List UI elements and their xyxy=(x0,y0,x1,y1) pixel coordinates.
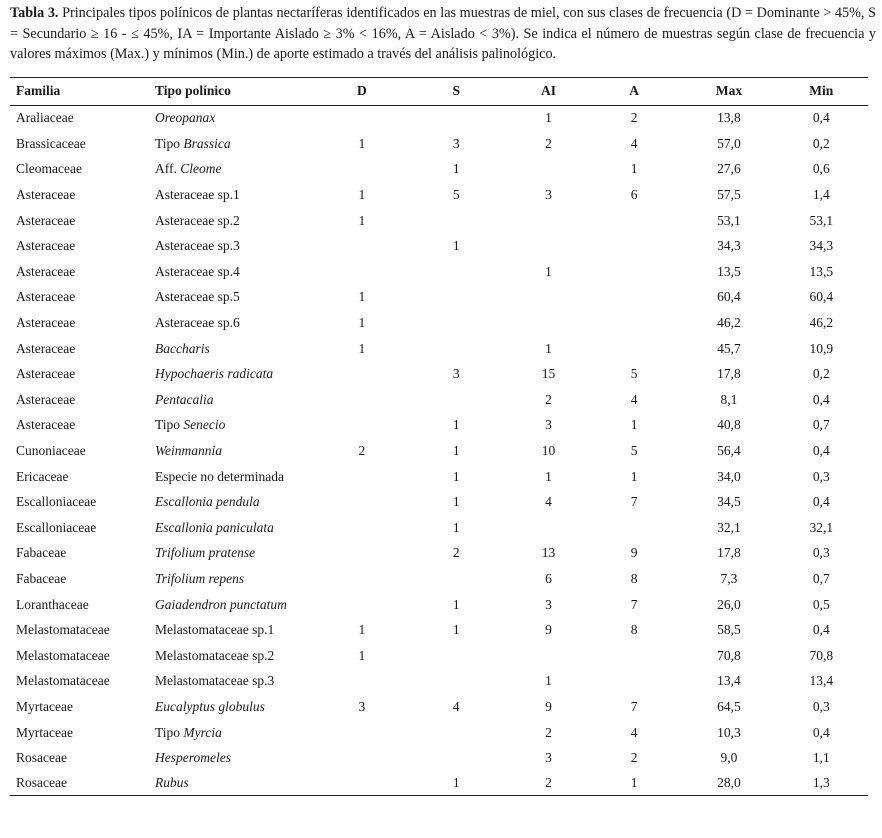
tipo-name: Hesperomeles xyxy=(155,750,231,766)
cell-min: 34,3 xyxy=(809,238,834,254)
cell-d xyxy=(323,592,400,618)
tipo-name: Asteraceae sp.4 xyxy=(155,263,240,279)
cell-a: 4 xyxy=(630,135,638,151)
cell-familia: Araliaceae xyxy=(16,110,74,126)
cell-d xyxy=(323,361,400,387)
cell-tipo xyxy=(155,413,323,439)
cell-min: 0,7 xyxy=(812,417,830,433)
table-caption xyxy=(10,3,876,65)
cell-max: 13,8 xyxy=(717,110,741,126)
cell-a xyxy=(585,669,683,695)
tipo-prefix: Tipo xyxy=(155,135,184,151)
cell-a xyxy=(585,233,683,259)
table-row xyxy=(10,285,868,311)
cell-min: 0,4 xyxy=(812,110,830,126)
cell-min: 0,4 xyxy=(812,622,830,638)
cell-familia: Asteraceae xyxy=(16,187,76,203)
tipo-name: Oreopanax xyxy=(155,110,216,126)
cell-ai xyxy=(512,643,585,669)
cell-a: 6 xyxy=(630,187,638,203)
cell-ai xyxy=(512,285,585,311)
cell-d: 2 xyxy=(358,443,366,459)
cell-familia: Asteraceae xyxy=(16,238,76,254)
cell-s: 5 xyxy=(452,187,460,203)
cell-tipo xyxy=(155,771,323,796)
cell-max: 17,8 xyxy=(717,545,741,561)
cell-tipo xyxy=(155,157,323,183)
cell-s xyxy=(400,643,512,669)
tipo-name: Myrcia xyxy=(183,724,222,740)
cell-a: 1 xyxy=(630,417,638,433)
table-row xyxy=(10,182,868,208)
cell-d: 1 xyxy=(358,647,366,663)
cell-tipo xyxy=(155,541,323,567)
cell-s: 1 xyxy=(452,238,460,254)
cell-familia: Loranthaceae xyxy=(16,596,89,612)
cell-max: 27,6 xyxy=(717,161,741,177)
cell-ai: 1 xyxy=(545,340,552,356)
tipo-name: Trifolium repens xyxy=(155,570,245,586)
tipo-name: Brassica xyxy=(183,135,231,151)
cell-a xyxy=(585,208,683,234)
cell-tipo xyxy=(155,566,323,592)
tipo-name: Asteraceae sp.1 xyxy=(155,187,240,203)
cell-d xyxy=(323,464,400,490)
table-row xyxy=(10,464,868,490)
cell-min: 1,4 xyxy=(812,187,830,203)
cell-d xyxy=(323,259,400,285)
cell-ai xyxy=(512,208,585,234)
cell-tipo xyxy=(155,464,323,490)
cell-s xyxy=(400,387,512,413)
cell-tipo xyxy=(155,617,323,643)
cell-min: 0,4 xyxy=(812,443,830,459)
tipo-name: Cleome xyxy=(180,161,222,177)
cell-min: 10,9 xyxy=(809,340,834,356)
cell-s xyxy=(400,208,512,234)
cell-familia: Asteraceae xyxy=(16,263,76,279)
cell-d: 1 xyxy=(358,622,366,638)
document-page xyxy=(10,0,876,796)
cell-min: 1,3 xyxy=(775,771,868,796)
cell-s xyxy=(400,336,512,362)
cell-ai: 3 xyxy=(545,187,552,203)
cell-max: 32,1 xyxy=(717,519,741,535)
cell-familia: Rosaceae xyxy=(10,771,155,796)
table-row xyxy=(10,669,868,695)
tipo-name: Gaiadendron punctatum xyxy=(155,596,287,612)
table-row xyxy=(10,694,868,720)
cell-a xyxy=(585,643,683,669)
table-row xyxy=(10,617,868,643)
cell-familia: Fabaceae xyxy=(16,570,67,586)
table-row xyxy=(10,208,868,234)
header-a: A xyxy=(585,77,683,105)
tipo-name: Escallonia pendula xyxy=(155,494,260,510)
cell-familia: Myrtaceae xyxy=(16,724,73,740)
table-row xyxy=(10,720,868,746)
cell-familia: Fabaceae xyxy=(16,545,67,561)
cell-tipo xyxy=(155,720,323,746)
table-row xyxy=(10,157,868,183)
cell-tipo xyxy=(155,387,323,413)
cell-ai: 13 xyxy=(541,545,556,561)
caption-label: Tabla 3. xyxy=(10,5,59,21)
cell-a: 5 xyxy=(630,443,638,459)
header-max: Max xyxy=(683,77,774,105)
cell-s xyxy=(400,259,512,285)
cell-max: 17,8 xyxy=(717,366,741,382)
tipo-name: Asteraceae sp.5 xyxy=(155,289,240,305)
cell-familia: Melastomataceae xyxy=(16,647,110,663)
table-row xyxy=(10,643,868,669)
cell-min: 0,3 xyxy=(812,468,830,484)
table-row xyxy=(10,361,868,387)
tipo-prefix: Aff. xyxy=(155,161,181,177)
cell-ai xyxy=(512,233,585,259)
tipo-name: Asteraceae sp.3 xyxy=(155,238,240,254)
tipo-name: Melastomataceae sp.1 xyxy=(155,622,275,638)
cell-ai: 2 xyxy=(545,391,552,407)
cell-min: 0,4 xyxy=(812,494,830,510)
cell-max: 46,2 xyxy=(717,315,741,331)
table-row xyxy=(10,745,868,771)
cell-min: 0,6 xyxy=(812,161,830,177)
cell-ai xyxy=(512,157,585,183)
cell-ai: 4 xyxy=(545,494,552,510)
cell-ai: 15 xyxy=(541,366,556,382)
pollen-table xyxy=(10,77,868,796)
cell-a: 4 xyxy=(630,391,638,407)
cell-d: 1 xyxy=(358,340,366,356)
tipo-name: Pentacalia xyxy=(155,391,214,407)
cell-a xyxy=(585,259,683,285)
cell-s: 1 xyxy=(452,443,460,459)
cell-min: 13,4 xyxy=(809,673,834,689)
cell-ai: 1 xyxy=(545,673,552,689)
table-row xyxy=(10,541,868,567)
cell-ai: 10 xyxy=(541,443,556,459)
cell-a: 1 xyxy=(630,161,638,177)
cell-s: 1 xyxy=(452,596,460,612)
cell-max: 28,0 xyxy=(683,771,774,796)
tipo-name: Rubus xyxy=(155,774,189,790)
cell-max: 64,5 xyxy=(717,698,741,714)
cell-s: 3 xyxy=(452,135,460,151)
cell-max: 34,3 xyxy=(717,238,741,254)
tipo-name: Trifolium pratense xyxy=(155,545,256,561)
cell-ai: 2 xyxy=(512,771,585,796)
cell-d xyxy=(323,387,400,413)
cell-d xyxy=(323,413,400,439)
cell-s: 1 xyxy=(452,417,460,433)
cell-familia: Escalloniaceae xyxy=(16,494,97,510)
tipo-name: Eucalyptus globulus xyxy=(155,698,265,714)
cell-d: 1 xyxy=(358,187,366,203)
cell-a xyxy=(585,515,683,541)
table-row xyxy=(10,105,868,131)
cell-ai xyxy=(512,515,585,541)
cell-familia: Asteraceae xyxy=(16,289,76,305)
cell-min: 0,7 xyxy=(812,570,830,586)
cell-tipo xyxy=(155,208,323,234)
cell-min: 0,3 xyxy=(812,545,830,561)
cell-ai: 9 xyxy=(545,698,552,714)
cell-a: 7 xyxy=(630,494,638,510)
table-row xyxy=(10,592,868,618)
cell-a: 8 xyxy=(630,622,638,638)
cell-familia: Melastomataceae xyxy=(16,622,110,638)
cell-max: 7,3 xyxy=(720,570,738,586)
cell-max: 70,8 xyxy=(717,647,741,663)
tipo-name: Asteraceae sp.2 xyxy=(155,212,240,228)
cell-familia: Asteraceae xyxy=(16,366,76,382)
cell-tipo xyxy=(155,310,323,336)
cell-max: 56,4 xyxy=(717,443,741,459)
cell-familia: Brassicaceae xyxy=(16,135,86,151)
cell-min: 53,1 xyxy=(809,212,834,228)
cell-d xyxy=(323,489,400,515)
cell-a xyxy=(585,310,683,336)
cell-tipo xyxy=(155,592,323,618)
cell-max: 57,5 xyxy=(717,187,741,203)
cell-d: 1 xyxy=(358,212,366,228)
cell-ai: 1 xyxy=(545,468,552,484)
header-ai: AI xyxy=(512,77,585,105)
cell-a: 1 xyxy=(630,468,638,484)
cell-familia: Asteraceae xyxy=(16,340,76,356)
cell-s: 1 xyxy=(452,519,460,535)
cell-d xyxy=(323,233,400,259)
table-row xyxy=(10,438,868,464)
cell-min: 60,4 xyxy=(809,289,834,305)
cell-ai: 2 xyxy=(545,135,552,151)
cell-max: 60,4 xyxy=(717,289,741,305)
header-d: D xyxy=(323,77,400,105)
cell-tipo xyxy=(155,438,323,464)
cell-s xyxy=(400,105,512,131)
cell-familia: Cunoniaceae xyxy=(16,443,86,459)
cell-tipo xyxy=(155,669,323,695)
caption-text: Principales tipos polínicos de plantas nectaríferas identificados en las muestras de miel, con sus clases de frecuencia (D = Dominante > 45%, S = Secundario ≥ 16 - ≤ 45%, IA = Importante Aislado ≥ 3% < 16%, A = Aislado < 3%). Se indica el número de muestras según clase de frecuencia y valores máximos (Max.) y mínimos (Min.) de aporte estimado a través del análisis palinológico. xyxy=(10,5,876,62)
cell-max: 53,1 xyxy=(717,212,741,228)
cell-d xyxy=(323,105,400,131)
cell-familia: Asteraceae xyxy=(16,212,76,228)
table-row xyxy=(10,131,868,157)
table-header-row xyxy=(10,77,868,105)
cell-s xyxy=(400,720,512,746)
cell-s: 4 xyxy=(452,698,460,714)
cell-a: 7 xyxy=(630,596,638,612)
cell-tipo xyxy=(155,515,323,541)
table-row xyxy=(10,387,868,413)
cell-ai: 1 xyxy=(545,110,552,126)
cell-s: 3 xyxy=(452,366,460,382)
cell-s: 2 xyxy=(452,545,460,561)
cell-d xyxy=(323,771,400,796)
cell-tipo xyxy=(155,182,323,208)
table-row xyxy=(10,233,868,259)
cell-min: 13,5 xyxy=(809,263,834,279)
cell-max: 34,0 xyxy=(717,468,741,484)
cell-max: 58,5 xyxy=(717,622,741,638)
tipo-name: Especie no determinada xyxy=(155,468,284,484)
cell-ai: 2 xyxy=(545,724,552,740)
cell-a: 7 xyxy=(630,698,638,714)
header-familia: Familia xyxy=(10,77,155,105)
cell-d xyxy=(323,745,400,771)
cell-max: 13,5 xyxy=(717,263,741,279)
cell-min: 0,4 xyxy=(812,724,830,740)
cell-tipo xyxy=(155,489,323,515)
cell-d: 1 xyxy=(358,135,366,151)
cell-tipo xyxy=(155,233,323,259)
cell-a: 2 xyxy=(630,750,638,766)
cell-d xyxy=(323,515,400,541)
header-s: S xyxy=(400,77,512,105)
cell-familia: Myrtaceae xyxy=(16,698,73,714)
cell-tipo xyxy=(155,361,323,387)
cell-familia: Melastomataceae xyxy=(16,673,110,689)
cell-familia: Asteraceae xyxy=(16,315,76,331)
cell-s xyxy=(400,285,512,311)
cell-a xyxy=(585,285,683,311)
table-body xyxy=(10,105,868,795)
cell-tipo xyxy=(155,105,323,131)
cell-tipo xyxy=(155,285,323,311)
cell-s: 1 xyxy=(452,468,460,484)
cell-familia: Rosaceae xyxy=(16,750,67,766)
table-row xyxy=(10,259,868,285)
cell-d xyxy=(323,669,400,695)
cell-max: 9,0 xyxy=(720,750,738,766)
tipo-name: Melastomataceae sp.3 xyxy=(155,673,275,689)
tipo-name: Weinmannia xyxy=(155,443,223,459)
cell-min: 0,2 xyxy=(812,366,830,382)
cell-tipo xyxy=(155,643,323,669)
tipo-prefix: Tipo xyxy=(155,724,184,740)
cell-min: 0,5 xyxy=(812,596,830,612)
cell-a: 1 xyxy=(585,771,683,796)
tipo-name: Baccharis xyxy=(155,340,210,356)
cell-d xyxy=(323,566,400,592)
cell-min: 70,8 xyxy=(809,647,834,663)
cell-max: 13,4 xyxy=(717,673,741,689)
cell-max: 10,3 xyxy=(717,724,741,740)
cell-s: 1 xyxy=(452,161,460,177)
cell-min: 0,4 xyxy=(812,391,830,407)
table-row xyxy=(10,489,868,515)
cell-max: 8,1 xyxy=(720,391,738,407)
cell-ai: 6 xyxy=(545,570,552,586)
cell-a: 5 xyxy=(630,366,638,382)
cell-min: 0,2 xyxy=(812,135,830,151)
table-row xyxy=(10,310,868,336)
tipo-name: Asteraceae sp.6 xyxy=(155,315,240,331)
cell-familia: Ericaceae xyxy=(16,468,69,484)
cell-familia: Asteraceae xyxy=(16,417,76,433)
cell-ai: 3 xyxy=(545,750,552,766)
table-row xyxy=(10,336,868,362)
cell-familia: Cleomaceae xyxy=(16,161,82,177)
tipo-prefix: Tipo xyxy=(155,417,184,433)
cell-s: 1 xyxy=(452,494,460,510)
cell-s: 1 xyxy=(400,771,512,796)
cell-s: 1 xyxy=(452,622,460,638)
cell-s xyxy=(400,669,512,695)
table-row xyxy=(10,413,868,439)
cell-a: 9 xyxy=(630,545,638,561)
tipo-name: Melastomataceae sp.2 xyxy=(155,647,275,663)
header-tipo: Tipo polínico xyxy=(155,77,323,105)
cell-tipo xyxy=(155,694,323,720)
header-min: Min xyxy=(775,77,868,105)
cell-max: 40,8 xyxy=(717,417,741,433)
cell-s xyxy=(400,310,512,336)
cell-min: 1,1 xyxy=(812,750,830,766)
table-row xyxy=(10,566,868,592)
cell-d xyxy=(323,541,400,567)
table-row xyxy=(10,771,868,796)
cell-a xyxy=(585,336,683,362)
cell-tipo xyxy=(155,259,323,285)
cell-max: 57,0 xyxy=(717,135,741,151)
cell-max: 34,5 xyxy=(717,494,741,510)
cell-a: 8 xyxy=(630,570,638,586)
cell-min: 0,3 xyxy=(812,698,830,714)
cell-s xyxy=(400,566,512,592)
cell-familia: Escalloniaceae xyxy=(16,519,97,535)
tipo-name: Escallonia paniculata xyxy=(155,519,274,535)
cell-familia: Asteraceae xyxy=(16,391,76,407)
cell-d: 1 xyxy=(358,315,366,331)
cell-min: 32,1 xyxy=(809,519,834,535)
cell-ai: 3 xyxy=(545,417,552,433)
cell-d xyxy=(323,157,400,183)
cell-min: 46,2 xyxy=(809,315,834,331)
cell-tipo xyxy=(155,131,323,157)
cell-a: 4 xyxy=(630,724,638,740)
cell-max: 45,7 xyxy=(717,340,741,356)
cell-d: 1 xyxy=(358,289,366,305)
cell-ai: 9 xyxy=(545,622,552,638)
cell-s xyxy=(400,745,512,771)
tipo-name: Hypochaeris radicata xyxy=(155,366,274,382)
cell-d xyxy=(323,720,400,746)
cell-max: 26,0 xyxy=(717,596,741,612)
cell-a: 2 xyxy=(630,110,638,126)
cell-ai xyxy=(512,310,585,336)
cell-tipo xyxy=(155,745,323,771)
cell-d: 3 xyxy=(358,698,366,714)
cell-ai: 3 xyxy=(545,596,552,612)
cell-ai: 1 xyxy=(545,263,552,279)
cell-tipo xyxy=(155,336,323,362)
table-row xyxy=(10,515,868,541)
tipo-name: Senecio xyxy=(183,417,226,433)
